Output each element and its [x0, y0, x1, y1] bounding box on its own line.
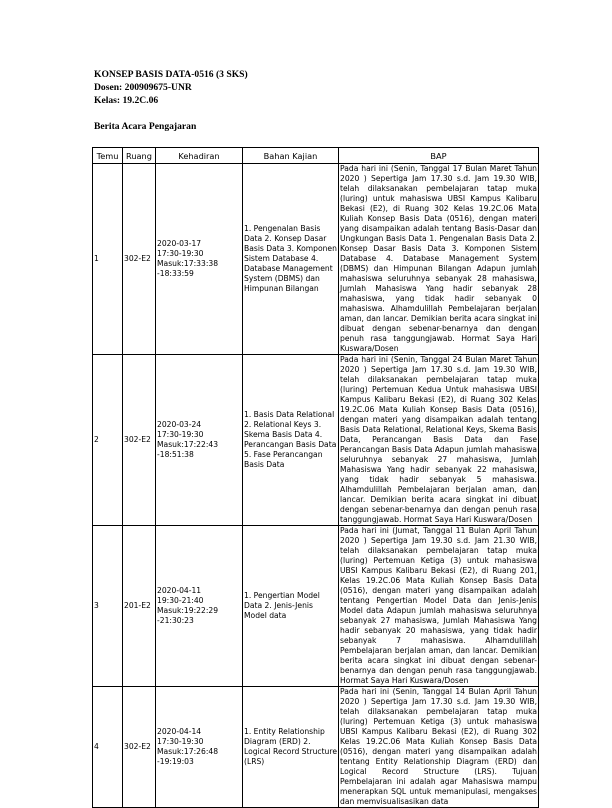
kehadiran-keluar: -18:51:38: [157, 450, 194, 459]
temu-cell: 3: [93, 526, 123, 687]
kehadiran-masuk: Masuk:19:22:29: [157, 606, 219, 615]
col-header-kehadiran: Kehadiran: [156, 148, 243, 164]
bahan-kajian-cell: 1. Entity Relationship Diagram (ERD) 2. Logical Record Structure (LRS): [243, 687, 339, 808]
class-line: Kelas: 19.2C.06: [94, 95, 159, 106]
course-title: KONSEP BASIS DATA-0516 (3 SKS): [94, 69, 248, 80]
bap-cell: Pada hari ini (Senin, Tanggal 17 Bulan Maret Tahun 2020 ) Sepertiga Jam 17.30 s.d. Jam 19.30 WIB, telah dilaksanakan pembelajaran tatap muka (luring) untuk mahasiswa UBSI Kampus Kalibaru Bekasi (E2), di Ruang 302 Kelas 19.2C.06 Mata Kuliah Konsep Basis Data (0516), dengan materi yang disampaikan adalah tentang Basis-Dasar dan Ungkungan Basis Data 1. Pengenalan Basis Data 2. Konsep Dasar Basis Data 3. Komponen Sistem Database 4. Database Management System (DBMS) dan Himpunan Bilangan Adapun jumlah mahasiswa seluruhnya sebanyak 28 mahasiswa, Jumlah Mahasiswa Yang hadir sebanyak 28 mahasiswa, yang tidak hadir sebanyak 0 mahasiswa. Alhamdulillah Pembelajaran berjalan aman, dan lancar. Demikian berita acara singkat ini dibuat dengan sebenar-benarnya dan dengan penuh rasa tanggungjawab. Hormat Saya Hari Kuswara/Dosen: [340, 164, 537, 353]
kehadiran-cell: [156, 526, 243, 687]
kehadiran-cell: [156, 355, 243, 526]
table-header-row: [93, 148, 539, 164]
kehadiran-cell: [156, 687, 243, 808]
bap-table: [92, 147, 539, 808]
bap-cell: Pada hari ini (Jumat, Tanggal 11 Bulan April Tahun 2020 ) Sepertiga Jam 19.30 s.d. Jam 21.30 WIB, telah dilaksanakan pembelajaran tatap muka (luring) Pertemuan Ketiga (3) untuk mahasiswa UBSI Kampus Kalibaru Bekasi (E2), di Ruang 201, Kelas 19.2C.06 Mata Kuliah Konsep Basis Data (0516), dengan materi yang disampaikan adalah tentang Pengertian Model Data dan Jenis-Jenis Model data Adapun jumlah mahasiswa seluruhnya sebanyak 27 mahasiswa, Jumlah Mahasiswa Yang hadir sebanyak 20 mahasiswa, yang tidak hadir sebanyak 7 mahasiswa. Alhamdulillah Pembelajaran berjalan aman, dan lancar. Demikian berita acara singkat ini dibuat dengan sebenar-benarnya dan dengan penuh rasa tanggungjawab. Hormat Saya Hari Kuswara/Dosen: [340, 526, 537, 685]
kehadiran-masuk: Masuk:17:33:38: [157, 259, 219, 268]
table-row: [93, 526, 539, 687]
table-row: [93, 687, 539, 808]
kehadiran-date: 2020-04-11: [157, 586, 202, 595]
temu-cell: 1: [93, 164, 123, 355]
kehadiran-masuk: Masuk:17:22:43: [157, 440, 219, 449]
kehadiran-cell: [156, 164, 243, 355]
lecturer-line: Dosen: 200909675-UNR: [94, 82, 192, 93]
kehadiran-time: 17:30-19:30: [157, 430, 204, 439]
kehadiran-time: 19:30-21:40: [157, 596, 204, 605]
col-header-ruang: Ruang: [123, 148, 156, 164]
kehadiran-masuk: Masuk:17:26:48: [157, 747, 219, 756]
ruang-cell: 201-E2: [123, 526, 156, 687]
ruang-cell: 302-E2: [123, 687, 156, 808]
kehadiran-time: 17:30-19:30: [157, 737, 204, 746]
ruang-cell: 302-E2: [123, 355, 156, 526]
bap-cell: Pada hari ini (Senin, Tanggal 24 Bulan Maret Tahun 2020 ) Sepertiga Jam 17.30 s.d. Jam 19.30 WIB, telah dilaksanakan pembelajaran tatap muka (luring) Pertemuan Kedua Untuk mahasiswa UBSI Kampus Kalibaru Bekasi (E2), di Ruang 302 Kelas 19.2C.06 Mata Kuliah Konsep Basis Data (0516), dengan materi yang disampaikan adalah tentang Basis Data Relational, Relational Keys, Skema Basis Data, Perancangan Basis Data dan Fase Perancangan Basis Data Adapun jumlah mahasiswa seluruhnya sebanyak 27 mahasiswa, Jumlah Mahasiswa Yang hadir sebanyak 22 mahasiswa, yang tidak hadir sebanyak 5 mahasiswa. Alhamdulillah Pembelajaran berjalan aman, dan lancar. Demikian berita acara singkat ini dibuat dengan sebenar-benarnya dan dengan penuh rasa tanggungjawab. Hormat Saya Hari Kuswara/Dosen: [340, 355, 537, 524]
ruang-cell: 302-E2: [123, 164, 156, 355]
table-row: [93, 164, 539, 355]
kehadiran-date: 2020-04-14: [157, 727, 202, 736]
temu-cell: 2: [93, 355, 123, 526]
bahan-kajian-cell: 1. Basis Data Relational 2. Relational Keys 3. Skema Basis Data 4. Perancangan Basis Data 5. Fase Perancangan Basis Data: [243, 355, 339, 526]
kehadiran-date: 2020-03-17: [157, 239, 202, 248]
kehadiran-keluar: -18:33:59: [157, 269, 194, 278]
kehadiran-time: 17:30-19:30: [157, 249, 204, 258]
table-row: [93, 355, 539, 526]
col-header-bap: BAP: [339, 148, 539, 164]
col-header-temu: Temu: [93, 148, 123, 164]
kehadiran-keluar: -19:19:03: [157, 757, 194, 766]
kehadiran-keluar: -21:30:23: [157, 616, 194, 625]
bahan-kajian-cell: 1. Pengenalan Basis Data 2. Konsep Dasar Basis Data 3. Komponen Sistem Database 4. Database Management System (DBMS) dan Himpunan Bilangan: [243, 164, 339, 355]
bahan-kajian-cell: 1. Pengertian Model Data 2. Jenis-Jenis Model data: [243, 526, 339, 687]
temu-cell: 4: [93, 687, 123, 808]
bap-cell: Pada hari ini (Senin, Tanggal 14 Bulan April Tahun 2020 ) Sepertiga Jam 17.30 s.d. Jam 19.30 WIB, telah dilaksanakan pembelajaran tatap muka (luring) Pertemuan Ketiga (3) untuk mahasiswa UBSI Kampus Kalibaru Bekasi (E2), di Ruang 302 Kelas 19.2C.06 Mata Kuliah Konsep Basis Data (0516), dengan materi yang disampaikan adalah tentang Entity Relationship Diagram (ERD) dan Logical Record Structure (LRS). Tujuan Pembelajaran ini adalah agar Mahasiswa mampu menerapkan SQL untuk memanipulasi, mengakses dan memvisualisasikan data: [340, 687, 537, 806]
col-header-bahan-kajian: Bahan Kajian: [243, 148, 339, 164]
kehadiran-date: 2020-03-24: [157, 420, 202, 429]
section-title: Berita Acara Pengajaran: [94, 121, 197, 132]
document-header: [94, 68, 534, 107]
